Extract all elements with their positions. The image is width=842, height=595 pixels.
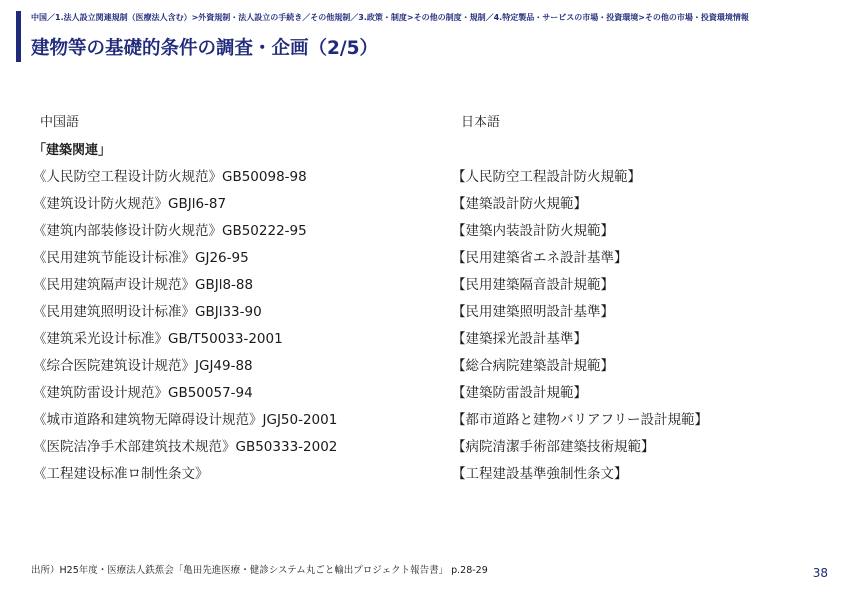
- chinese-standard-name: 《综合医院建筑设计规范》JGJ49-88: [33, 358, 253, 374]
- list-item: [0, 196, 842, 223]
- japanese-standard-name: 【建築採光設計基準】: [452, 331, 587, 347]
- chinese-standard-name: 《建筑防雷设计规范》GB50057-94: [33, 385, 253, 401]
- chinese-standard-name: 《建筑内部装修设计防火规范》GB50222-95: [33, 223, 307, 239]
- chinese-standard-name: 《民用建筑节能设计标准》GJ26-95: [33, 250, 249, 266]
- breadcrumb: 中国／1.法人設立関連規制（医療法人含む）>外資規制・法人設立の手続き／その他規制／3.政策・制度>その他の制度・規制／4.特定製品・サービスの市場・投資環境>その他の市場・投資環境情報: [31, 13, 749, 22]
- japanese-standard-name: 【建築設計防火規範】: [452, 196, 587, 212]
- chinese-standard-name: 《建筑设计防火规范》GBJl6-87: [33, 196, 227, 212]
- chinese-standard-name: 《民用建筑隔声设计规范》GBJl8-88: [33, 277, 254, 293]
- list-item: [0, 466, 842, 493]
- list-item: [0, 223, 842, 250]
- column-header-japanese: 日本語: [461, 115, 501, 130]
- list-item: [0, 358, 842, 385]
- japanese-standard-name: 【民用建築照明設計基準】: [452, 304, 614, 320]
- list-item: [0, 277, 842, 304]
- japanese-standard-name: 【建築防雷設計規範】: [452, 385, 587, 401]
- japanese-standard-name: 【病院清潔手術部建築技術規範】: [452, 439, 655, 455]
- japanese-standard-name: 【民用建築隔音設計規範】: [452, 277, 614, 293]
- japanese-standard-name: 【工程建設基準強制性条文】: [452, 466, 628, 482]
- list-item: [0, 169, 842, 196]
- section-heading: 「建築関連」: [33, 143, 112, 158]
- list-item: [0, 331, 842, 358]
- chinese-standard-name: 《工程建设标准ロ制性条文》: [33, 466, 209, 482]
- standards-list: [0, 169, 842, 493]
- japanese-standard-name: 【都市道路と建物バリアフリー設計規範】: [452, 412, 708, 428]
- chinese-standard-name: 《城市道路和建筑物无障碍设计规范》JGJ50-2001: [33, 412, 338, 428]
- list-item: [0, 412, 842, 439]
- column-header-chinese: 中国語: [40, 115, 80, 130]
- japanese-standard-name: 【人民防空工程設計防火規範】: [452, 169, 641, 185]
- source-note: 出所）H25年度・医療法人鉄蕉会「亀田先進医療・健診システム丸ごと輸出プロジェクト報告書」 p.28-29: [31, 565, 488, 576]
- japanese-standard-name: 【建築内装設計防火規範】: [452, 223, 614, 239]
- page-title: 建物等の基礎的条件の調査・企画（2/5）: [31, 38, 379, 59]
- list-item: [0, 250, 842, 277]
- chinese-standard-name: 《民用建筑照明设计标准》GBJl33-90: [33, 304, 262, 320]
- chinese-standard-name: 《医院洁净手术部建筑技术规范》GB50333-2002: [33, 439, 338, 455]
- list-item: [0, 385, 842, 412]
- list-item: [0, 439, 842, 466]
- page-number: 38: [812, 566, 828, 580]
- japanese-standard-name: 【民用建築省エネ設計基準】: [452, 250, 628, 266]
- list-item: [0, 304, 842, 331]
- title-accent-bar: [16, 11, 21, 62]
- chinese-standard-name: 《建筑采光设计标准》GB/T50033-2001: [33, 331, 283, 347]
- japanese-standard-name: 【総合病院建築設計規範】: [452, 358, 614, 374]
- chinese-standard-name: 《人民防空工程设计防火规范》GB50098-98: [33, 169, 307, 185]
